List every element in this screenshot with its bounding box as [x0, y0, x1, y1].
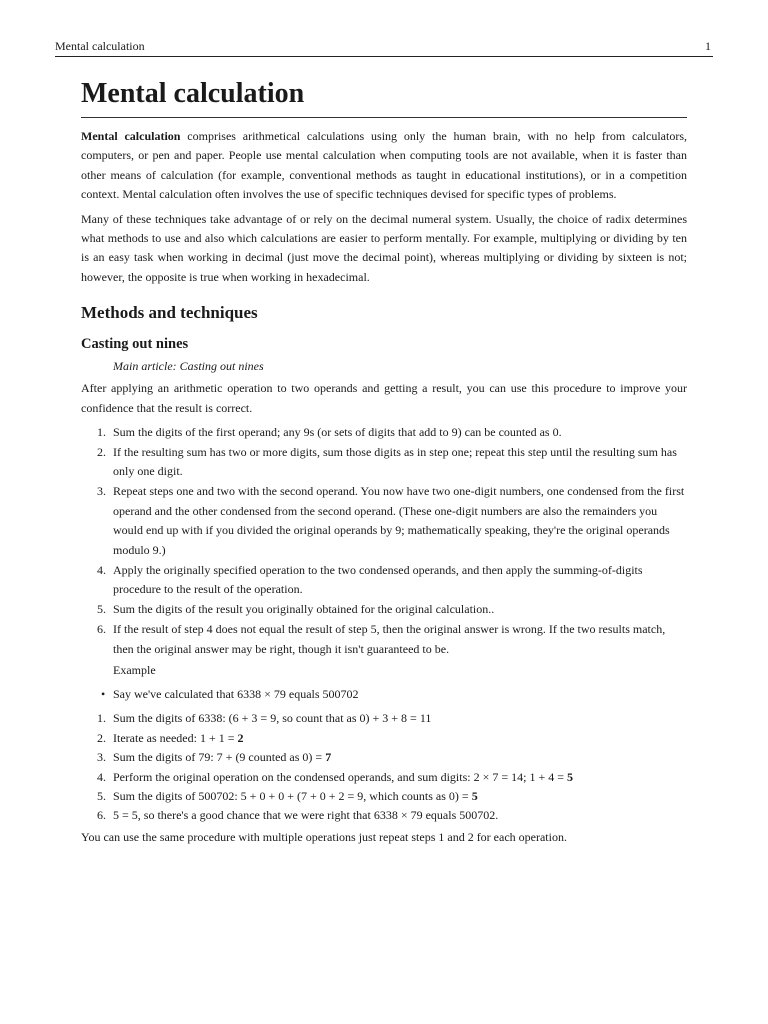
list-item — [81, 748, 687, 767]
list-item — [81, 423, 687, 442]
running-header — [55, 38, 713, 57]
list-item-text: 5 = 5, so there's a good chance that we were right that 6338 × 79 equals 500702. — [113, 808, 499, 823]
article-body — [81, 76, 687, 852]
example-label: Example — [113, 662, 156, 677]
list-item — [81, 482, 687, 560]
main-article-note: Main article: Casting out nines — [113, 359, 264, 374]
example-steps-list — [81, 709, 687, 825]
list-item-text: Repeat steps one and two with the second operand. You now have two one-digit numbers, one condensed from the first operand and the other condensed from the second operand. (These one-digit numbers are also the remainders you would end up with if you divided the original operands by 9; mathematically speaking, they're the original operands modulo 9.) — [113, 484, 685, 557]
list-item — [81, 709, 687, 728]
list-item-text: Sum the digits of the first operand; any 9s (or sets of digits that add to 9) can be counted as 0. — [113, 425, 562, 440]
list-item-text: Sum the digits of the result you originally obtained for the original calculation.. — [113, 602, 495, 617]
list-item — [81, 443, 687, 482]
list-marker: 3. — [97, 484, 106, 499]
list-item-text: Apply the originally specified operation to the two condensed operands, and then apply the summing-of-digits procedure to the result of the operation. — [113, 562, 643, 597]
list-item-text: Iterate as needed: 1 + 1 = — [113, 730, 238, 745]
list-item-text: If the result of step 4 does not equal the result of step 5, then the original answer is wrong. If the two results match, then the original answer may be right, though it isn't guaranteed to be. — [113, 622, 666, 656]
list-item-bold: 5 — [471, 788, 478, 803]
list-item — [81, 600, 687, 619]
list-item-text: Say we've calculated that 6338 × 79 equals 500702 — [113, 686, 359, 701]
list-item-bold: 2 — [237, 730, 244, 745]
intro-lead-bold: Mental calculation — [81, 129, 181, 143]
section-heading-methods: Methods and techniques — [81, 303, 258, 323]
list-marker: 6. — [97, 808, 106, 823]
intro-paragraph — [81, 127, 687, 205]
list-marker: 3. — [97, 750, 106, 765]
list-marker: 1. — [97, 711, 106, 726]
closing-paragraph: You can use the same procedure with multiple operations just repeat steps 1 and 2 for each operation. — [81, 829, 567, 844]
list-item-text: Perform the original operation on the condensed operands, and sum digits: 2 × 7 = 14; 1 + 4 = — [113, 769, 567, 784]
list-item — [81, 620, 687, 659]
running-header-title: Mental calculation — [55, 39, 145, 53]
radix-paragraph: Many of these techniques take advantage of or rely on the decimal numeral system. Usually, the choice of radix determines what methods to use and also which calculations are easier to perform mentally. For example, multiplying or dividing by ten is an easy task when working in decimal (just move the decimal point), whereas multiplying or dividing by sixteen is not; however, the opposite is true when working in hexadecimal. — [81, 211, 687, 284]
list-item-text: Sum the digits of 500702: 5 + 0 + 0 + (7 + 0 + 2 = 9, which counts as 0) = — [113, 788, 472, 803]
list-marker: 2. — [97, 445, 106, 460]
list-marker: 5. — [97, 602, 106, 617]
subsection-heading-casting-out-nines: Casting out nines — [81, 336, 189, 353]
procedure-steps-list — [81, 423, 687, 659]
list-marker: 2. — [97, 730, 106, 745]
procedure-intro: After applying an arithmetic operation to two operands and getting a result, you can use this procedure to improve your confidence that the result is correct. — [81, 381, 687, 415]
list-item-bold: 5 — [567, 769, 573, 784]
bullet-marker: • — [101, 686, 106, 701]
list-item-text: Sum the digits of 79: 7 + (9 counted as 0) = — [113, 750, 326, 765]
list-marker: 6. — [97, 622, 106, 637]
list-item — [81, 729, 687, 748]
list-item — [81, 806, 687, 825]
list-item-bold: 7 — [325, 750, 332, 765]
list-item — [81, 685, 687, 704]
list-marker: 4. — [97, 562, 106, 577]
list-item — [81, 561, 687, 600]
example-bullet-list — [81, 685, 687, 704]
list-item — [81, 787, 687, 806]
intro-lead-rest: comprises arithmetical calculations using only the human brain, with no help from calculators, computers, or pen and paper. People use mental calculation when computing tools are not available, when it is faster than other means of calculation (for example, conventional methods as taught in educational institutions), or in a competition context. Mental calculation often involves the use of specific techniques devised for specific types of problems. — [81, 129, 687, 202]
list-marker: 5. — [97, 788, 106, 803]
list-item-text: Sum the digits of 6338: (6 + 3 = 9, so count that as 0) + 3 + 8 = 11 — [113, 711, 432, 726]
list-item-text: If the resulting sum has two or more digits, sum those digits as in step one; repeat this step until the resulting sum has only one digit. — [113, 445, 677, 479]
page-number: 1 — [705, 39, 711, 53]
list-item — [81, 768, 687, 787]
list-marker: 1. — [97, 425, 106, 440]
article-title: Mental calculation — [81, 76, 687, 118]
list-marker: 4. — [97, 769, 106, 784]
